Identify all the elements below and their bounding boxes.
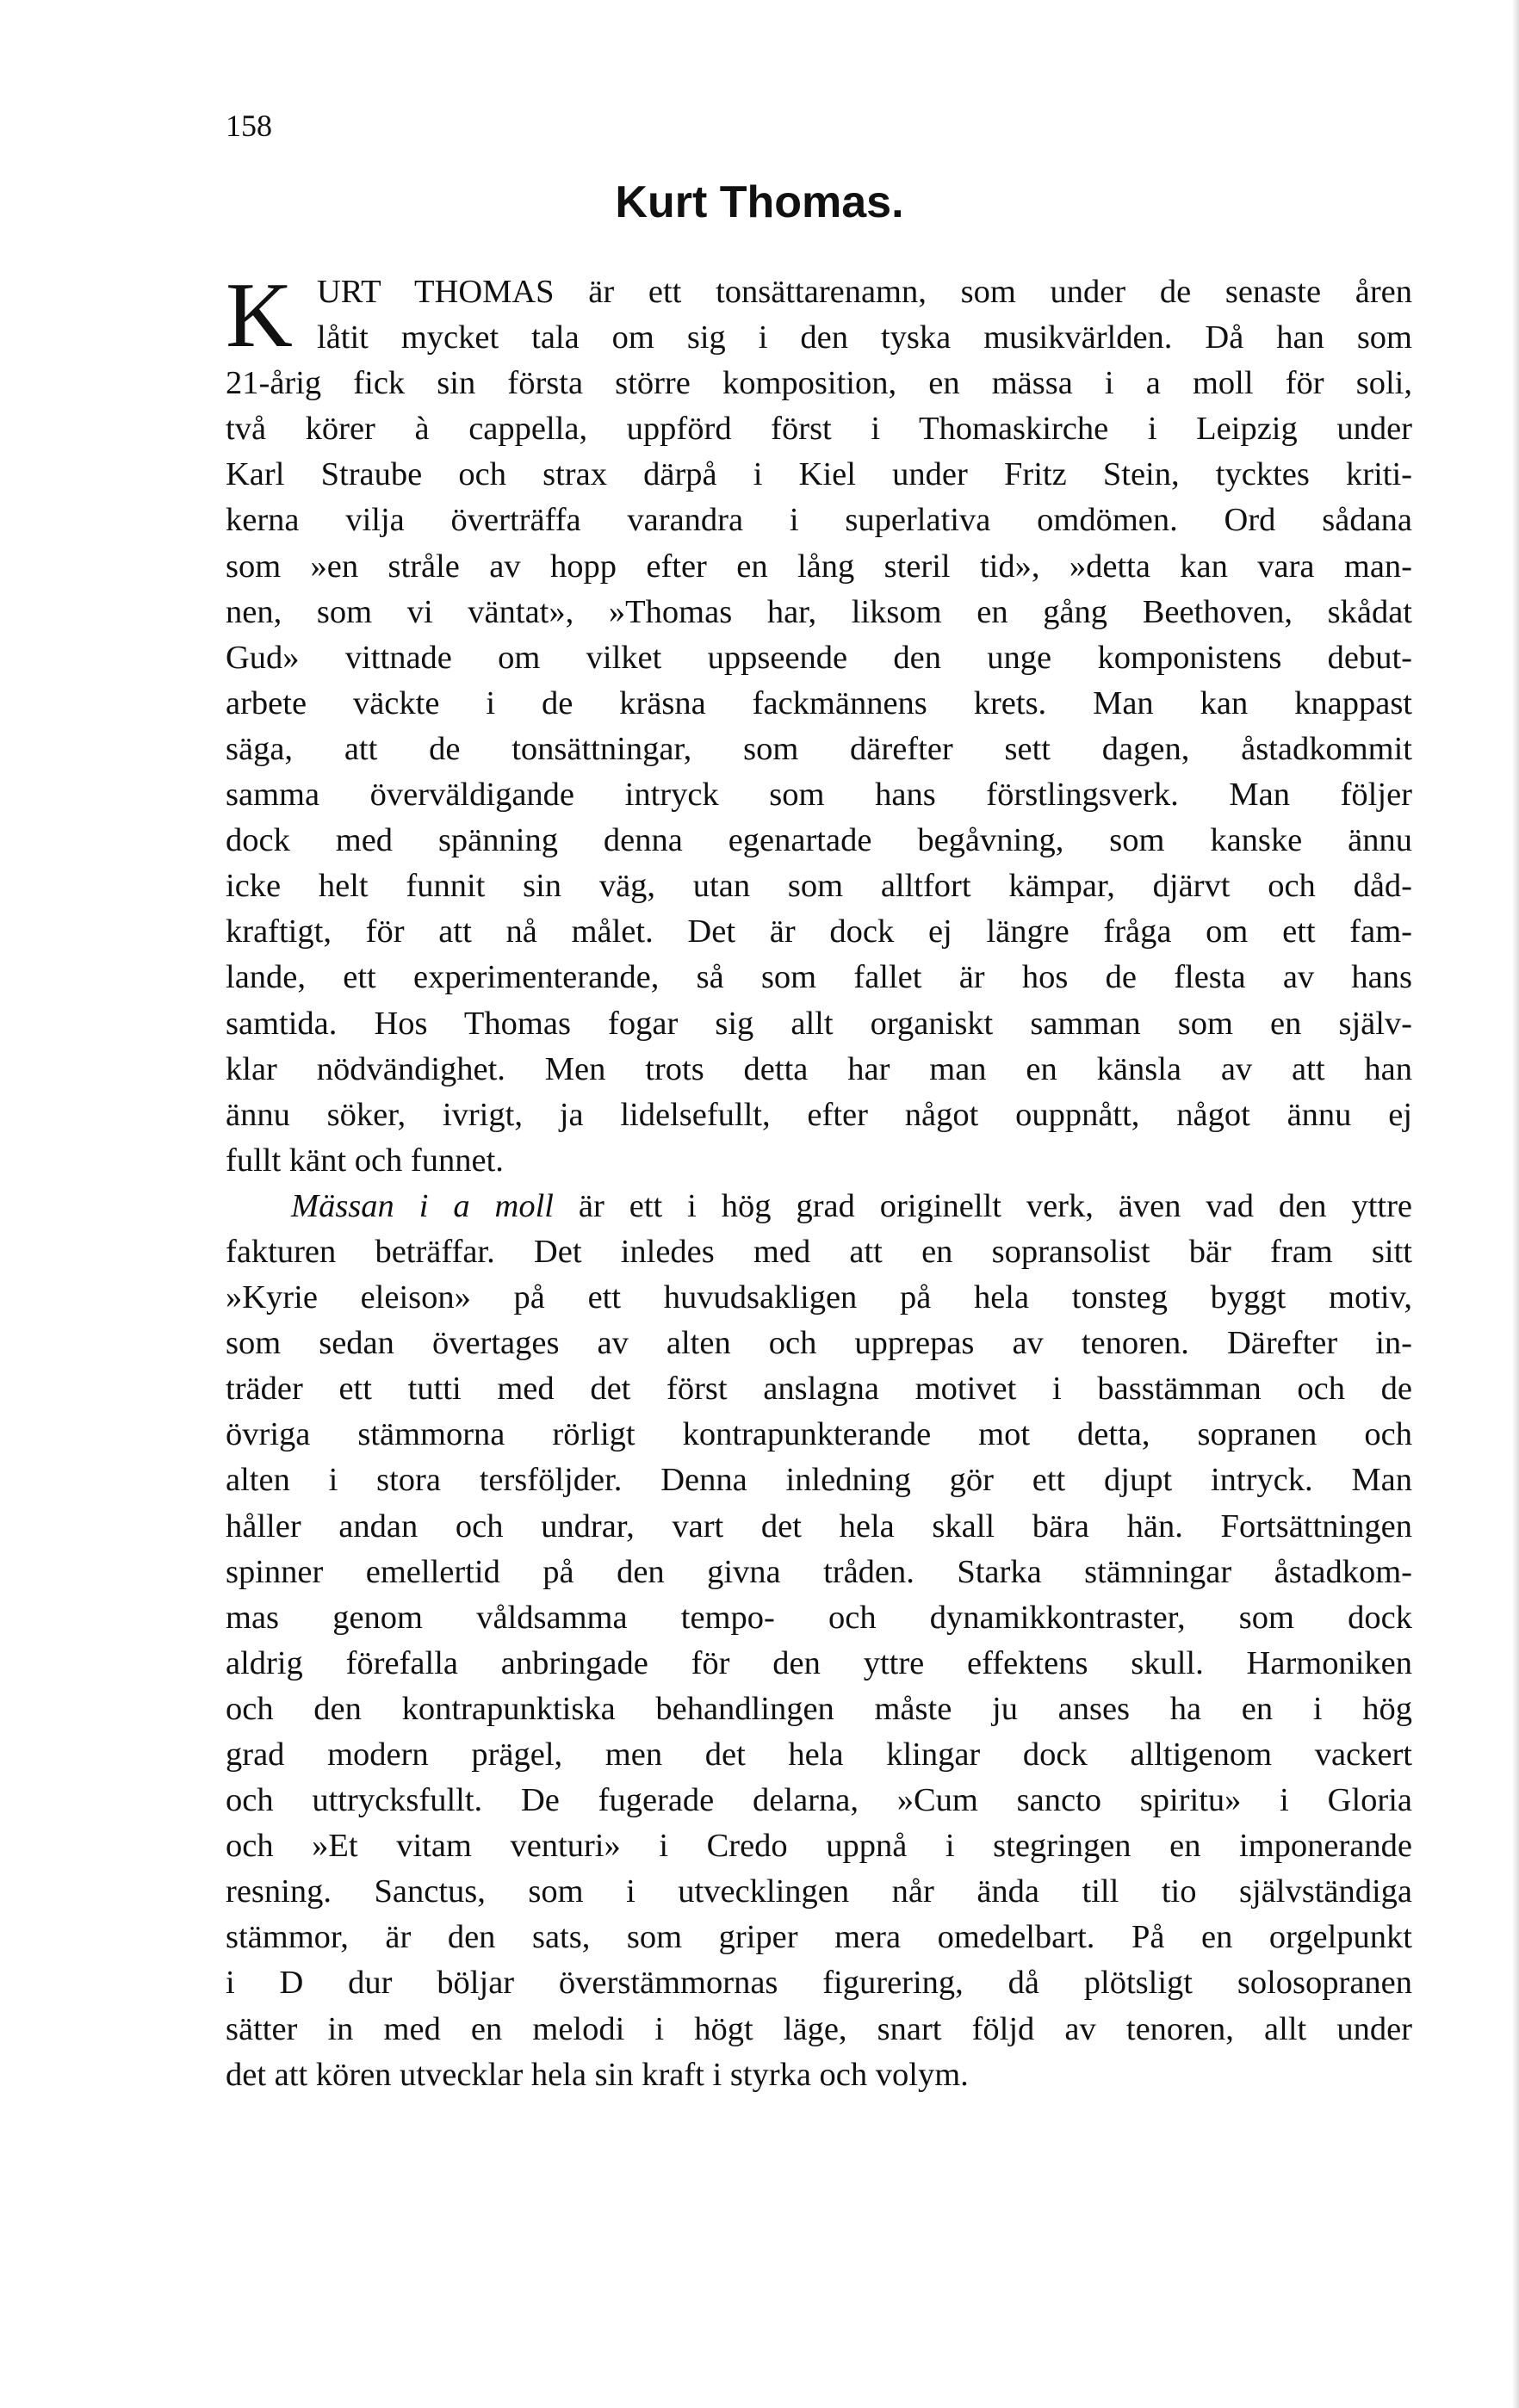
article-body — [226, 264, 1412, 2098]
text-line: och »Et vitam venturi» i Credo uppnå i stegringen en imponerande — [226, 1828, 1412, 1865]
text-line: klar nödvändighet. Men trots detta har man en känsla av att han — [226, 1050, 1412, 1087]
text-line: övriga stämmorna rörligt kontrapunkterande mot detta, sopranen och — [226, 1416, 1412, 1453]
paragraph-1 — [226, 264, 1412, 1184]
text-line: det att kören utvecklar hela sin kraft i styrka och volym. — [226, 2056, 969, 2093]
scan-edge — [1512, 0, 1519, 2408]
text-line: som »en stråle av hopp efter en lång steril tid», »detta kan vara man- — [226, 548, 1412, 585]
text-line: säga, att de tonsättningar, som därefter sett dagen, åstadkommit — [226, 730, 1412, 767]
text-line: Gud» vittnade om vilket uppseende den unge komponistens debut- — [226, 639, 1412, 676]
text-line: grad modern prägel, men det hela klingar dock alltigenom vackert — [226, 1736, 1412, 1773]
text-line: som sedan övertages av alten och upprepas av tenoren. Därefter in- — [226, 1325, 1412, 1362]
text-line: resning. Sanctus, som i utvecklingen når ända till tio självständiga — [226, 1873, 1412, 1910]
text-line: samma överväldigande intryck som hans förstlingsverk. Man följer — [226, 777, 1412, 814]
text-line: två körer à cappella, uppförd först i Thomaskirche i Leipzig under — [226, 411, 1412, 448]
text-line: sätter in med en melodi i högt läge, snart följd av tenoren, allt under — [226, 2010, 1412, 2047]
text-line: stämmor, är den sats, som griper mera omedelbart. På en orgelpunkt — [226, 1919, 1412, 1956]
text-line: nen, som vi väntat», »Thomas har, liksom en gång Beethoven, skådat — [226, 593, 1412, 630]
text-line: fakturen beträffar. Det inledes med att en sopransolist bär fram sitt — [226, 1233, 1412, 1270]
text-line: låtit mycket tala om sig i den tyska musikvärlden. Då han som — [317, 319, 1412, 356]
text-line: lande, ett experimenterande, så som fallet är hos de flesta av hans — [226, 959, 1412, 996]
text-line: dock med spänning denna egenartade begåvning, som kanske ännu — [226, 822, 1412, 859]
text-line: ännu söker, ivrigt, ja lidelsefullt, efter något ouppnått, något ännu ej — [226, 1096, 1412, 1133]
text-line: icke helt funnit sin väg, utan som alltfort kämpar, djärvt och dåd- — [226, 868, 1412, 905]
text-line: alten i stora tersföljder. Denna inledning gör ett djupt intryck. Man — [226, 1462, 1412, 1499]
text-line: samtida. Hos Thomas fogar sig allt organiskt samman som en själv- — [226, 1005, 1412, 1042]
text-line: i D dur böljar överstämmornas figurering, då plötsligt solosopranen — [226, 1965, 1412, 2002]
text-line: arbete väckte i de kräsna fackmännens krets. Man kan knappast — [226, 684, 1412, 721]
page-number: 158 — [226, 108, 272, 143]
text-line: 21-årig fick sin första större komposition, en mässa i a moll för soli, — [226, 365, 1412, 402]
text-line — [226, 1184, 1412, 1229]
text-line: fullt känt och funnet. — [226, 1142, 504, 1179]
work-title: Mässan i a moll — [291, 1187, 554, 1224]
text-line: Karl Straube och strax därpå i Kiel under Fritz Stein, tycktes kriti- — [226, 456, 1412, 493]
text-fragment: är ett i hög grad originellt verk, även vad den yttre — [553, 1187, 1412, 1224]
text-line: kerna vilja överträffa varandra i superlativa omdömen. Ord sådana — [226, 502, 1412, 539]
text-line: kraftigt, för att nå målet. Det är dock ej längre fråga om ett fam- — [226, 913, 1412, 950]
text-line: mas genom våldsamma tempo- och dynamikkontraster, som dock — [226, 1599, 1412, 1636]
text-line: och uttrycksfullt. De fugerade delarna, »Cum sancto spiritu» i Gloria — [226, 1782, 1412, 1819]
text-line: »Kyrie eleison» på ett huvudsakligen på hela tonsteg byggt motiv, — [226, 1279, 1412, 1316]
text-line: URT THOMAS är ett tonsättarenamn, som under de senaste åren — [317, 274, 1412, 310]
text-line: och den kontrapunktiska behandlingen måste ju anses ha en i hög — [226, 1690, 1412, 1727]
article-title: Kurt Thomas. — [615, 177, 904, 227]
paragraph-2 — [226, 1184, 1412, 2098]
drop-cap: K — [226, 264, 293, 367]
text-line: aldrig förefalla anbringade för den yttre effektens skull. Harmoniken — [226, 1644, 1412, 1681]
text-line: spinner emellertid på den givna tråden. Starka stämningar åstadkom- — [226, 1553, 1412, 1590]
text-line: träder ett tutti med det först anslagna motivet i basstämman och de — [226, 1371, 1412, 1408]
text-line: håller andan och undrar, vart det hela skall bära hän. Fortsättningen — [226, 1507, 1412, 1544]
